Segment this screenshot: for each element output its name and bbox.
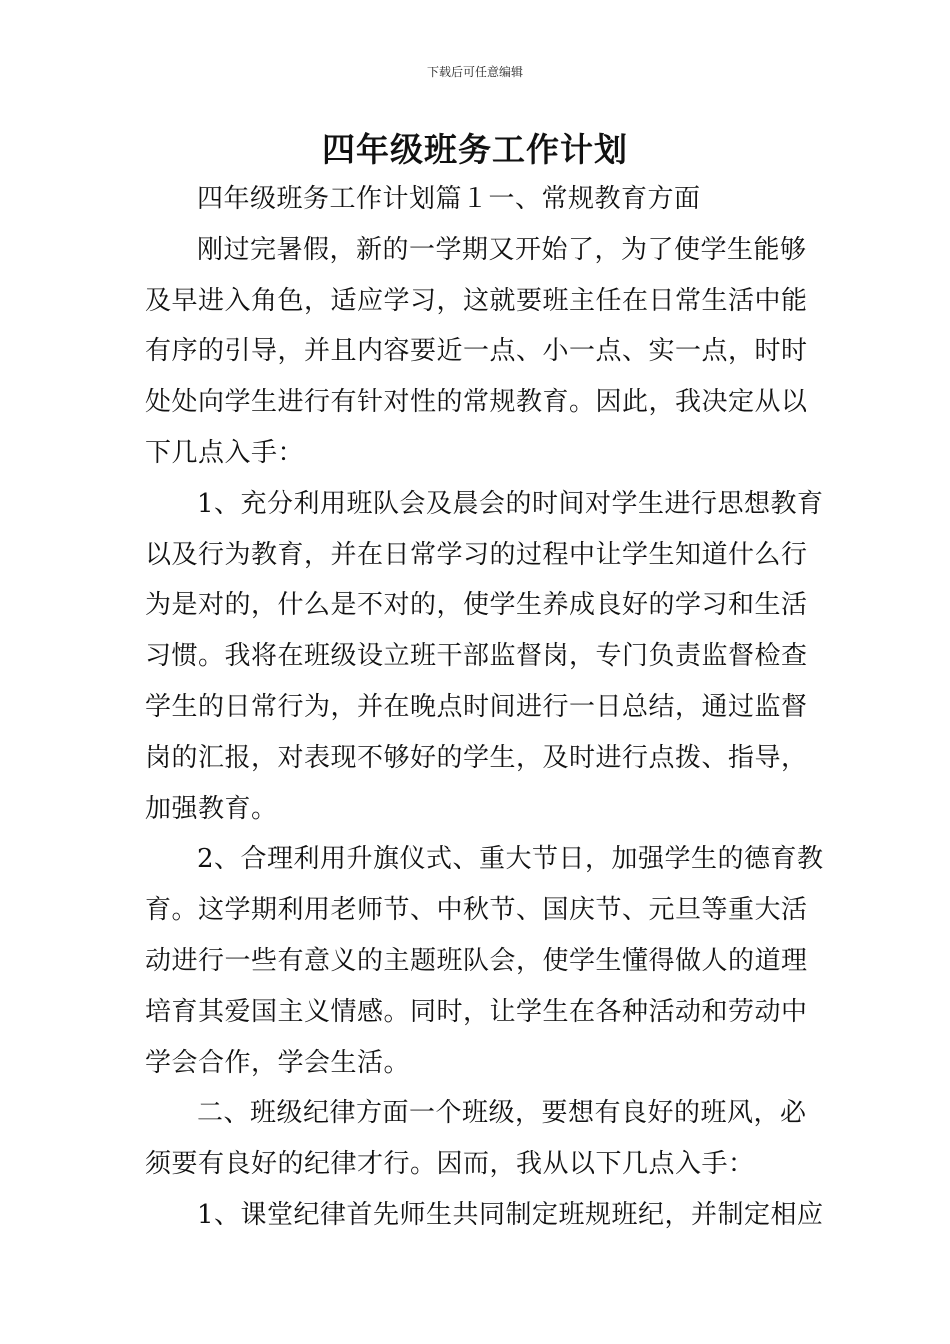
paragraph-line: 育。这学期利用老师节、中秋节、国庆节、元旦等重大活	[145, 895, 808, 926]
paragraph-line: 刚过完暑假，新的一学期又开始了，为了使学生能够	[197, 234, 807, 265]
paragraph-line: 二、班级纪律方面一个班级，要想有良好的班风，必	[197, 1098, 807, 1129]
paragraph-line: 须要有良好的纪律才行。因而，我从以下几点入手：	[145, 1149, 755, 1180]
paragraph-line: 培育其爱国主义情感。同时，让学生在各种活动和劳动中	[145, 996, 808, 1027]
paragraph-line: 及早进入角色，适应学习，这就要班主任在日常生活中能	[145, 285, 808, 316]
paragraph-line: 加强教育。	[145, 793, 278, 824]
paragraph-line: 2、合理利用升旗仪式、重大节日，加强学生的德育教	[197, 844, 824, 875]
page-title: 四年级班务工作计划	[322, 130, 628, 169]
header-note: 下载后可任意编辑	[426, 65, 523, 79]
paragraph-line: 下几点入手：	[145, 437, 305, 468]
paragraph-line: 学生的日常行为，并在晚点时间进行一日总结，通过监督	[145, 691, 808, 722]
paragraph-line: 处处向学生进行有针对性的常规教育。因此，我决定从以	[145, 387, 808, 418]
paragraph-line: 有序的引导，并且内容要近一点、小一点、实一点，时时	[145, 336, 808, 367]
section-heading-line: 四年级班务工作计划篇１一、常规教育方面	[197, 184, 701, 214]
paragraph-line: 以及行为教育，并在日常学习的过程中让学生知道什么行	[145, 539, 808, 570]
paragraph-line: 岗的汇报，对表现不够好的学生，及时进行点拨、指导，	[145, 742, 808, 773]
paragraph-line: 1、充分利用班队会及晨会的时间对学生进行思想教育	[197, 488, 824, 519]
document-body	[145, 174, 824, 1241]
paragraph-line: 动进行一些有意义的主题班队会，使学生懂得做人的道理	[145, 945, 808, 976]
paragraph-line: 为是对的，什么是不对的，使学生养成良好的学习和生活	[145, 590, 808, 621]
paragraph-line: 1、课堂纪律首先师生共同制定班规班纪，并制定相应	[197, 1199, 824, 1230]
paragraph-line: 习惯。我将在班级设立班干部监督岗，专门负责监督检查	[145, 641, 808, 672]
paragraph-line: 学会合作，学会生活。	[145, 1047, 411, 1078]
